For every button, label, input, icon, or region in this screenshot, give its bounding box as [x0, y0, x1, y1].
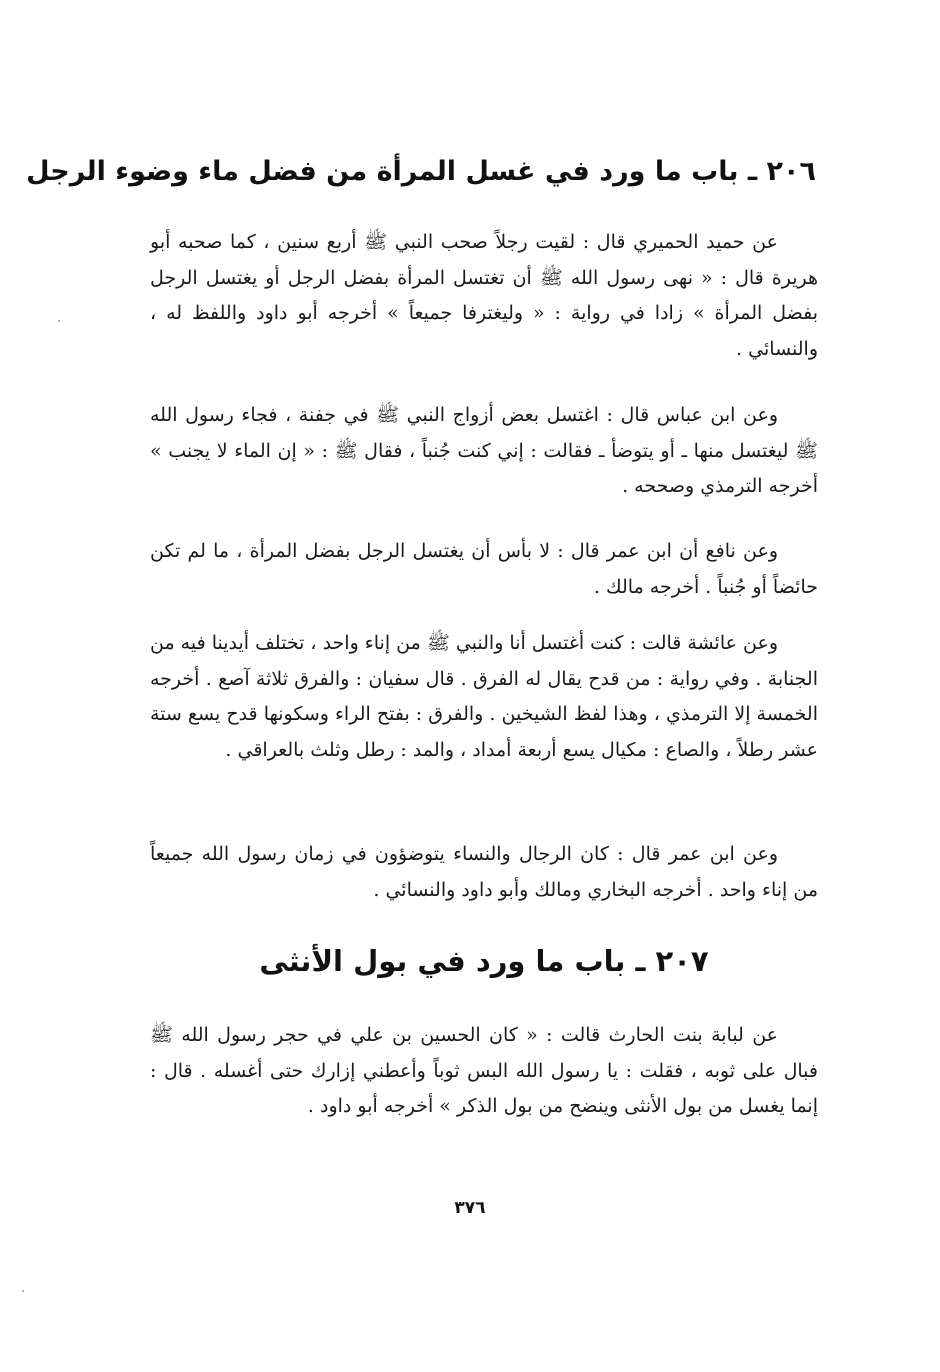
page-number: ٣٧٦ — [454, 1198, 486, 1218]
scan-speck-mark — [22, 1290, 24, 1292]
chapter-heading-206: ٢٠٦ ـ باب ما ورد في غسل المرأة من فضل ماء وضوء الرجل — [26, 156, 816, 187]
paragraph-aisha: وعن عائشة قالت : كنت أغتسل أنا والنبي ﷺ من إناء واحد ، تختلف أيدينا فيه من الجنابة . وفي رواية : من قدح يقال له الفرق . قال سفيان : والفرق ثلاثة آصع . أخرجه الخمسة إلا الترمذي ، وهذا لفظ الشيخين . والفرق : بفتح الراء وسكونها قدح يسع ستة عشر رطلاً ، والصاع : مكيال يسع أربعة أمداد ، والمد : رطل وثلث بالعراقي . — [150, 632, 818, 761]
paragraph-ibn-abbas: وعن ابن عباس قال : اغتسل بعض أزواج النبي ﷺ في جفنة ، فجاء رسول الله ﷺ ليغتسل منها ـ أو يتوضأ ـ فقالت : إني كنت جُنباً ، فقال ﷺ : « إن الماء لا يجنب » أخرجه الترمذي وصححه . — [150, 404, 818, 497]
scan-speck-mark — [58, 320, 60, 322]
paragraph-nafi: وعن نافع أن ابن عمر قال : لا بأس أن يغتسل الرجل بفضل المرأة ، ما لم تكن حائضاً أو جُنباً . أخرجه مالك . — [150, 540, 818, 598]
paragraph-lubaba-bint-al-harith: عن لبابة بنت الحارث قالت : « كان الحسين بن علي في حجر رسول الله ﷺ فبال على ثوبه ، فقلت : يا رسول الله البس ثوباً وأعطني إزارك حتى أغسله . قال : إنما يغسل من بول الأنثى وينضح من بول الذكر » أخرجه أبو داود . — [150, 1024, 818, 1117]
chapter-heading-207: ٢٠٧ ـ باب ما ورد في بول الأنثى — [259, 944, 709, 978]
paragraph-humaid-al-himyari: عن حميد الحميري قال : لقيت رجلاً صحب النبي ﷺ أربع سنين ، كما صحبه أبو هريرة قال : « نهى رسول الله ﷺ أن تغتسل المرأة بفضل الرجل أو يغتسل الرجل بفضل المرأة » زادا في رواية : « وليغترفا جميعاً » أخرجه أبو داود واللفظ له ، والنسائي . — [150, 231, 818, 360]
paragraph-ibn-umar: وعن ابن عمر قال : كان الرجال والنساء يتوضؤون في زمان رسول الله جميعاً من إناء واحد . أخرجه البخاري ومالك وأبو داود والنسائي . — [150, 843, 818, 901]
